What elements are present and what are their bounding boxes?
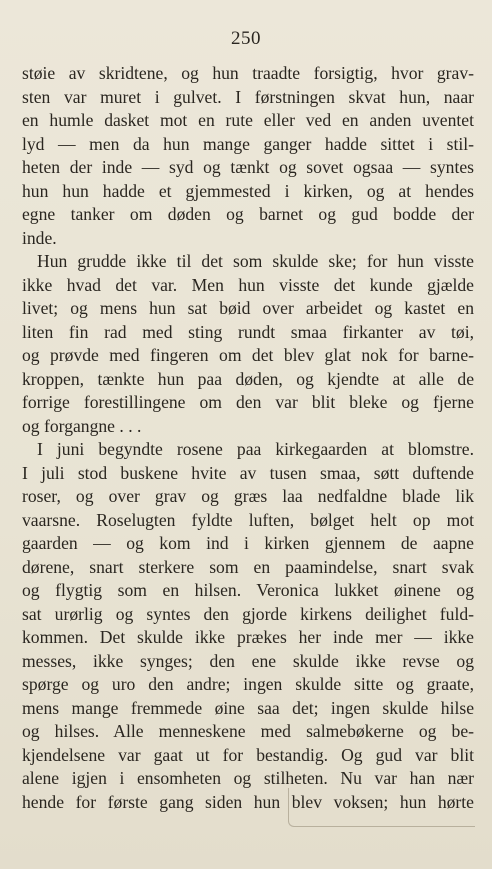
text-line: roser, og over grav og græs laa nedfaldne blade lik bbox=[22, 486, 474, 506]
body-text bbox=[22, 62, 474, 814]
text-line: og forgangne . . . bbox=[22, 415, 142, 436]
text-line: hun hun hadde et gjemmested i kirken, og at hendes bbox=[22, 180, 474, 201]
text-line: I juli stod buskene hvite av tusen smaa, søtt duftende bbox=[22, 462, 474, 483]
text-line: egne tanker om døden og barnet og gud bodde der bbox=[22, 204, 474, 224]
text-line: forrige forestillingene om den var blit bleke og fjerne bbox=[22, 392, 474, 412]
paper-crease bbox=[288, 788, 475, 827]
text-line: kroppen, tænkte hun paa døden, og kjendte at alle de bbox=[22, 368, 474, 389]
text-line: støie av skridtene, og hun traadte forsigtig, hvor grav- bbox=[22, 63, 474, 83]
text-line: livet; og mens hun sat bøid over arbeidet og kastet en bbox=[22, 298, 474, 318]
text-line: sten var muret i gulvet. I førstningen skvat hun, naar bbox=[22, 86, 474, 107]
text-line: alene igjen i ensomheten og stilheten. Nu var han nær bbox=[22, 768, 474, 788]
text-line: Hun grudde ikke til det som skulde ske; for hun visste bbox=[37, 251, 474, 271]
text-line: hende for første gang siden hun blev voksen; hun hørte bbox=[22, 791, 474, 812]
text-line: mens mange fremmede øine saa det; ingen skulde hilse bbox=[22, 697, 474, 718]
text-line: sat urørlig og syntes den gjorde kirkens deilighet fuld- bbox=[22, 603, 474, 624]
text-line: gaarden — og kom ind i kirken gjennem de aapne bbox=[22, 533, 474, 553]
text-line: og flygtig som en hilsen. Veronica lukket øinene og bbox=[22, 580, 474, 600]
text-line: messes, ikke synges; den ene skulde ikke revse og bbox=[22, 650, 474, 671]
text-line: en humle dasket mot en rute eller ved en anden uventet bbox=[22, 110, 474, 130]
text-line: dørene, snart sterkere som en paamindelse, snart svak bbox=[22, 556, 474, 577]
text-line: I juni begyndte rosene paa kirkegaarden at blomstre. bbox=[37, 439, 474, 459]
text-line: inde. bbox=[22, 227, 57, 248]
text-line: spørge og uro den andre; ingen skulde sitte og graate, bbox=[22, 674, 474, 694]
text-line: og hilses. Alle menneskene med salmebøkerne og be- bbox=[22, 721, 474, 741]
text-line: heten der inde — syd og tænkt og sovet ogsaa — syntes bbox=[22, 157, 474, 177]
text-line: ikke hvad det var. Men hun visste det kunde gjælde bbox=[22, 274, 474, 295]
text-line: kjendelsene var gaat ut for bestandig. Og gud var blit bbox=[22, 744, 474, 765]
text-line: liten fin rad med sting rundt smaa firkanter av tøi, bbox=[22, 321, 474, 342]
text-line: kommen. Det skulde ikke prækes her inde mer — ikke bbox=[22, 627, 474, 647]
text-line: vaarsne. Roselugten fyldte luften, bølget helt op mot bbox=[22, 509, 474, 530]
text-line: og prøvde med fingeren om det blev glat nok for barne- bbox=[22, 345, 474, 365]
page-number: 250 bbox=[231, 28, 261, 49]
text-line: lyd — men da hun mange ganger hadde sittet i stil- bbox=[22, 133, 474, 154]
